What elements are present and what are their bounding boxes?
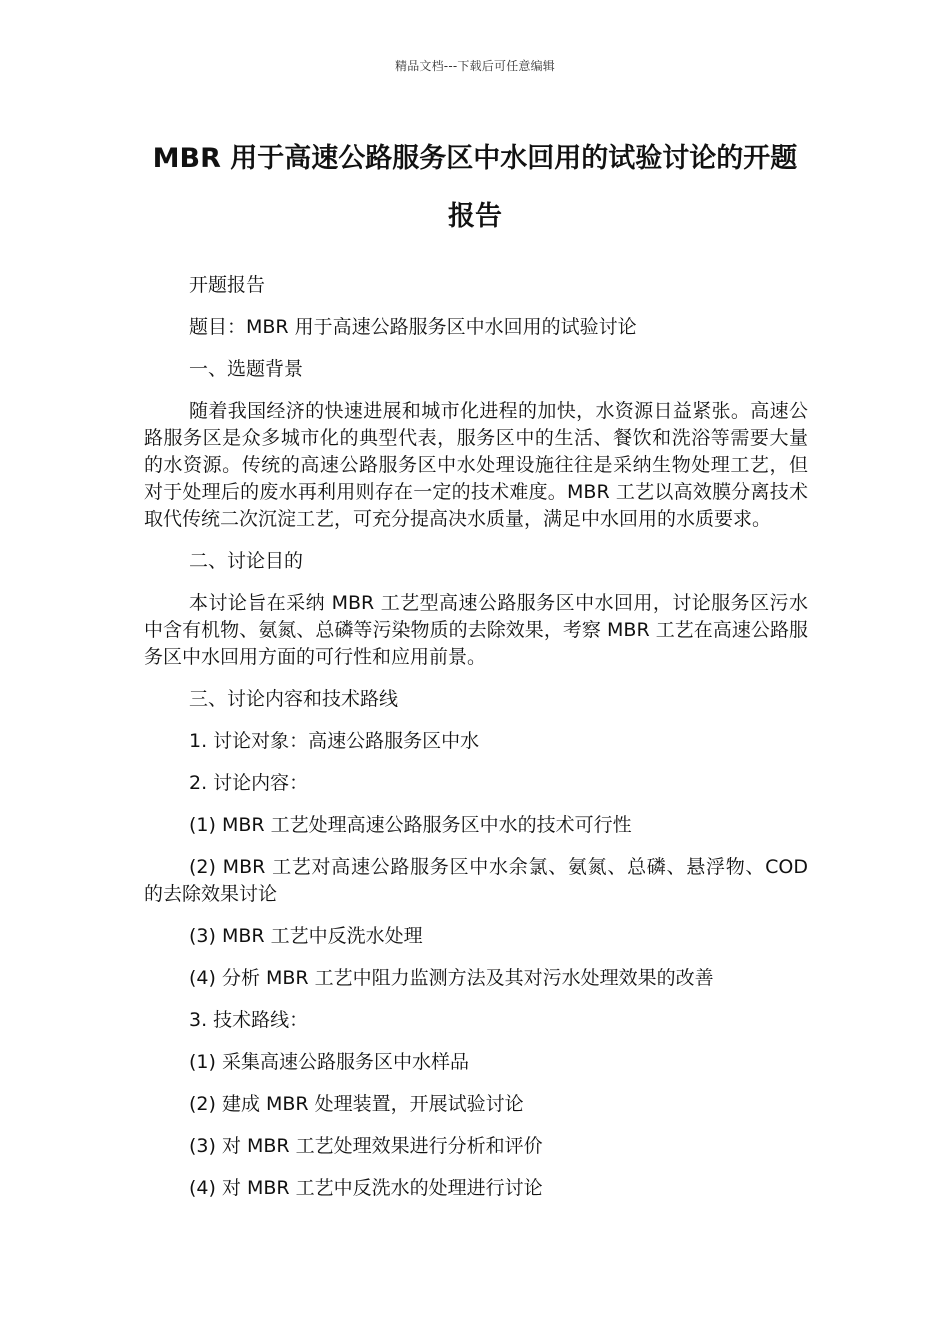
section-label-proposal: 开题报告 [189, 274, 266, 296]
list-item: (1) 采集高速公路服务区中水样品 [189, 1051, 469, 1073]
heading-background: 一、选题背景 [189, 358, 304, 380]
list-item: (4) 分析 MBR 工艺中阻力监测方法及其对污水处理效果的改善 [189, 967, 714, 989]
heading-content-route: 三、讨论内容和技术路线 [189, 688, 399, 710]
heading-purpose: 二、讨论目的 [189, 550, 304, 572]
list-item: 2. 讨论内容： [189, 772, 309, 794]
list-item: 3. 技术路线： [189, 1009, 309, 1031]
paragraph-purpose: 本讨论旨在采纳 MBR 工艺型高速公路服务区中水回用，讨论服务区污水中含有机物、氨氮、总磷等污染物质的去除效果，考察 MBR 工艺在高速公路服务区中水回用方面的可行性和应用前景。 [144, 592, 808, 668]
list-item: (3) MBR 工艺中反洗水处理 [189, 925, 423, 947]
list-item: 1. 讨论对象：高速公路服务区中水 [189, 730, 480, 752]
paragraph-background: 随着我国经济的快速进展和城市化进程的加快，水资源日益紧张。高速公路服务区是众多城市化的典型代表，服务区中的生活、餐饮和洗浴等需要大量的水资源。传统的高速公路服务区中水处理设施往往是采纳生物处理工艺，但对于处理后的废水再利用则存在一定的技术难度。MBR 工艺以高效膜分离技术取代传统二次沉淀工艺，可充分提高决水质量，满足中水回用的水质要求。 [144, 400, 808, 530]
list-item: (1) MBR 工艺处理高速公路服务区中水的技术可行性 [189, 814, 632, 836]
header-note: 精品文档---下载后可任意编辑 [395, 59, 555, 73]
list-item: (4) 对 MBR 工艺中反洗水的处理进行讨论 [189, 1177, 543, 1199]
list-item: (3) 对 MBR 工艺处理效果进行分析和评价 [189, 1135, 543, 1157]
list-item: (2) 建成 MBR 处理装置，开展试验讨论 [189, 1093, 524, 1115]
document-title: MBR 用于高速公路服务区中水回用的试验讨论的开题报告 [152, 143, 798, 232]
document-body [144, 272, 808, 1217]
list-item: (2) MBR 工艺对高速公路服务区中水余氯、氨氮、总磷、悬浮物、COD 的去除效果讨论 [144, 856, 808, 905]
topic-line: 题目：MBR 用于高速公路服务区中水回用的试验讨论 [189, 316, 637, 338]
